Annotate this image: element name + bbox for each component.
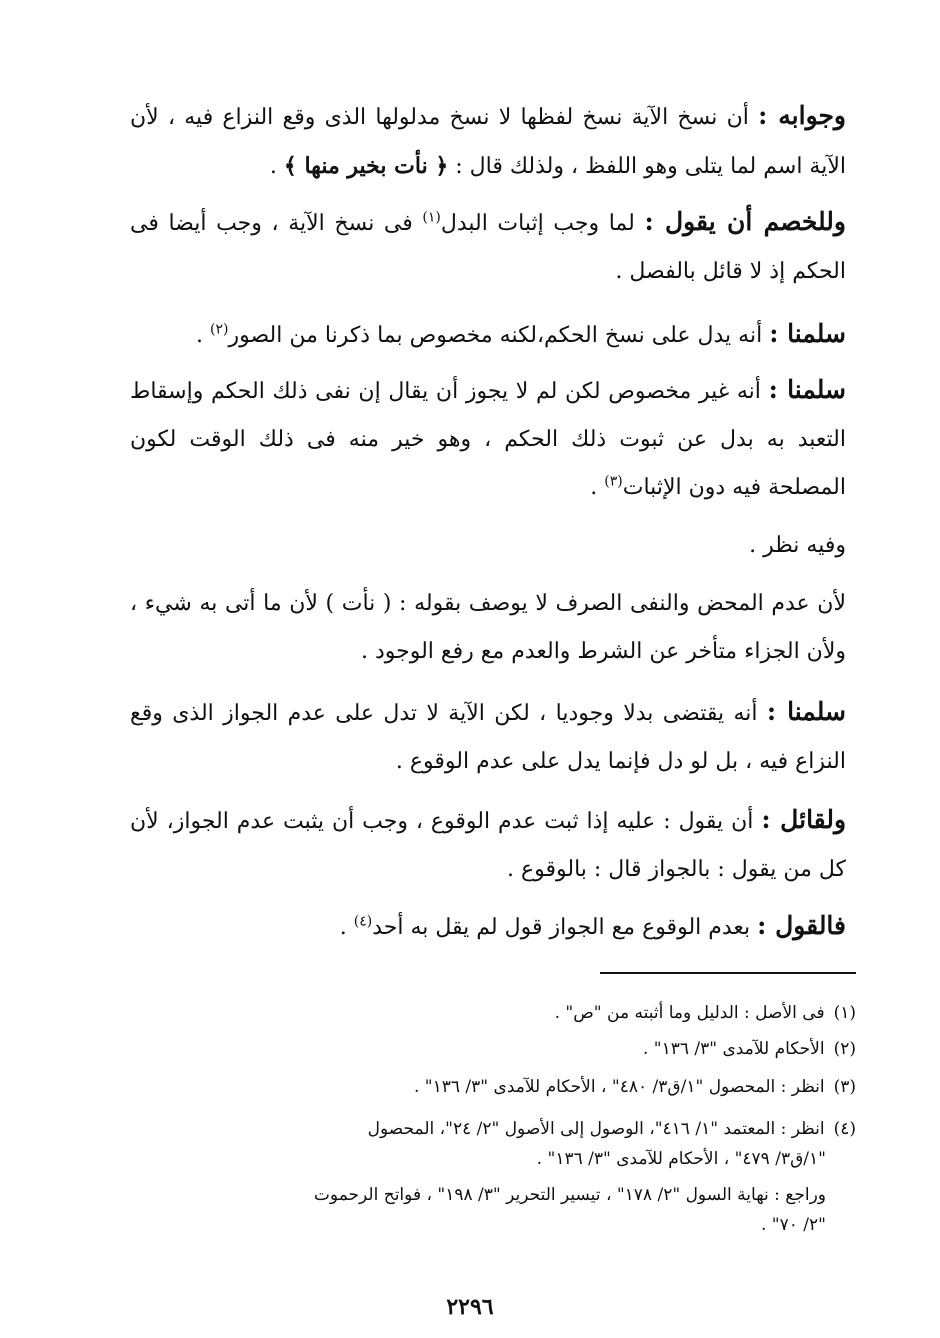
paragraph-reason [130, 580, 846, 676]
paragraph-lead: سلمنا : [766, 697, 846, 726]
paragraph-text: لما وجب إثبات البدل [440, 211, 635, 236]
footnote-text: الأحكام للآمدى "٣/ ١٣٦" . [642, 1039, 825, 1059]
paragraph-concede-1 [130, 310, 846, 360]
paragraph-text: بعدم الوقوع مع الجواز قول لم يقل به أحد [372, 915, 751, 940]
paragraph-speaker [130, 796, 846, 894]
paragraph-lead: ولقائل : [761, 805, 847, 834]
paragraph-text: فى نسخ الآية ، وجب أيضا [168, 211, 413, 236]
paragraph-text: وإسقاط التعبد به بدل عن ثبوت ذلك الحكم ، وهو خير منه فى ذلك [130, 379, 846, 452]
paragraph-concede-2 [130, 366, 846, 512]
footnote-line [150, 1114, 856, 1144]
paragraph-text: أن نسخ الآية نسخ لفظها لا نسخ مدلولها الذى وقع النزاع فيه ، [167, 105, 749, 130]
footnote-1 [150, 998, 856, 1028]
footnote-text: انظر : المحصول "١/ق٣/ ٤٨٠" ، الأحكام للآمدى "٣/ ١٣٦" . [413, 1077, 825, 1097]
footnote-3 [150, 1072, 856, 1102]
footnote-divider [600, 972, 856, 974]
footnote-text: فى الأصل : الدليل وما أثبته من "ص" . [554, 1003, 825, 1023]
footnote-number: (٤) [833, 1119, 856, 1139]
paragraph-text: أنه يقتضى بدلا وجوديا ، لكن الآية لا تدل على عدم الجواز [223, 701, 758, 726]
footnote-ref: (٢) [210, 321, 229, 338]
paragraph-text: الوقت لكون المصلحة فيه دون الإثبات [130, 427, 846, 500]
quran-quote: ﴿ نأت بخير منها ﴾ [283, 153, 449, 179]
paragraph-text: الجواز، لأن كل من يقول : بالجواز قال : بالوقوع . [130, 809, 846, 882]
footnote-number: (١) [833, 1003, 856, 1023]
paragraph-lead: فالقول : [757, 911, 846, 940]
footnote-number: (٢) [833, 1039, 856, 1059]
paragraph-end: . [269, 154, 284, 179]
footnote-4 [150, 1114, 856, 1240]
paragraph-lead: سلمنا : [769, 319, 846, 348]
footnote-number: (٣) [833, 1077, 856, 1097]
paragraph-end: . [339, 915, 354, 940]
paragraph-opponent [130, 198, 846, 296]
paragraph-text: شيء ، ولأن الجزاء متأخر عن الشرط والعدم مع رفع الوجود . [130, 591, 846, 664]
paragraph-conclusion [130, 902, 846, 952]
paragraph-end: . [196, 323, 210, 348]
footnote-ref: (٣) [604, 473, 623, 490]
page-number: ٢٢٩٦ [446, 1294, 494, 1320]
footnote-line: "٢/ ٧٠" . [760, 1215, 826, 1235]
footnote-line: "١/ق٣/ ٤٧٩" ، الأحكام للآمدى "٣/ ١٣٦" . [536, 1149, 826, 1169]
paragraph-text: فى الحكم إذ لا قائل بالفصل . [130, 211, 846, 284]
paragraph-text: لأن عدم المحض والنفى الصرف لا يوصف بقوله : ( نأت ) لأن ما أتى به [199, 591, 846, 616]
paragraph-text: أنه يدل على نسخ الحكم،لكنه مخصوص بما ذكرنا من الصور [228, 323, 763, 348]
footnote-ref: (١) [422, 209, 441, 226]
footnote-line: وراجع : نهاية السول "٢/ ١٧٨" ، تيسير التحرير "٣/ ١٩٨" ، فواتح الرحموت [313, 1185, 826, 1205]
paragraph-text: لأن الآية اسم لما يتلى وهو اللفظ ، ولذلك قال : [130, 105, 846, 179]
paragraph-text: الذى وقع النزاع فيه ، بل لو دل فإنما يدل على عدم الوقوع . [130, 701, 846, 774]
paragraph-answer [130, 92, 846, 191]
footnote-ref: (٤) [353, 913, 373, 930]
paragraph-concede-3 [130, 688, 846, 786]
paragraph-objection [130, 522, 846, 570]
paragraph-lead: سلمنا : [768, 375, 846, 404]
footnote-text: انظر : المعتمد "١/ ٤١٦"، الوصول إلى الأصول "٢/ ٢٤"، المحصول [367, 1119, 825, 1139]
paragraph-text: وفيه نظر . [749, 533, 846, 558]
paragraph-text: أنه غير مخصوص لكن لم لا يجوز أن يقال إن نفى ذلك الحكم [211, 379, 761, 404]
paragraph-lead: وللخصم أن يقول : [644, 207, 846, 236]
paragraph-end: . [590, 475, 605, 500]
paragraph-text: أن يقول : عليه إذا ثبت عدم الوقوع ، وجب أن يثبت عدم [236, 809, 754, 834]
paragraph-lead: وجوابه : [758, 101, 847, 130]
footnote-2 [150, 1034, 856, 1064]
